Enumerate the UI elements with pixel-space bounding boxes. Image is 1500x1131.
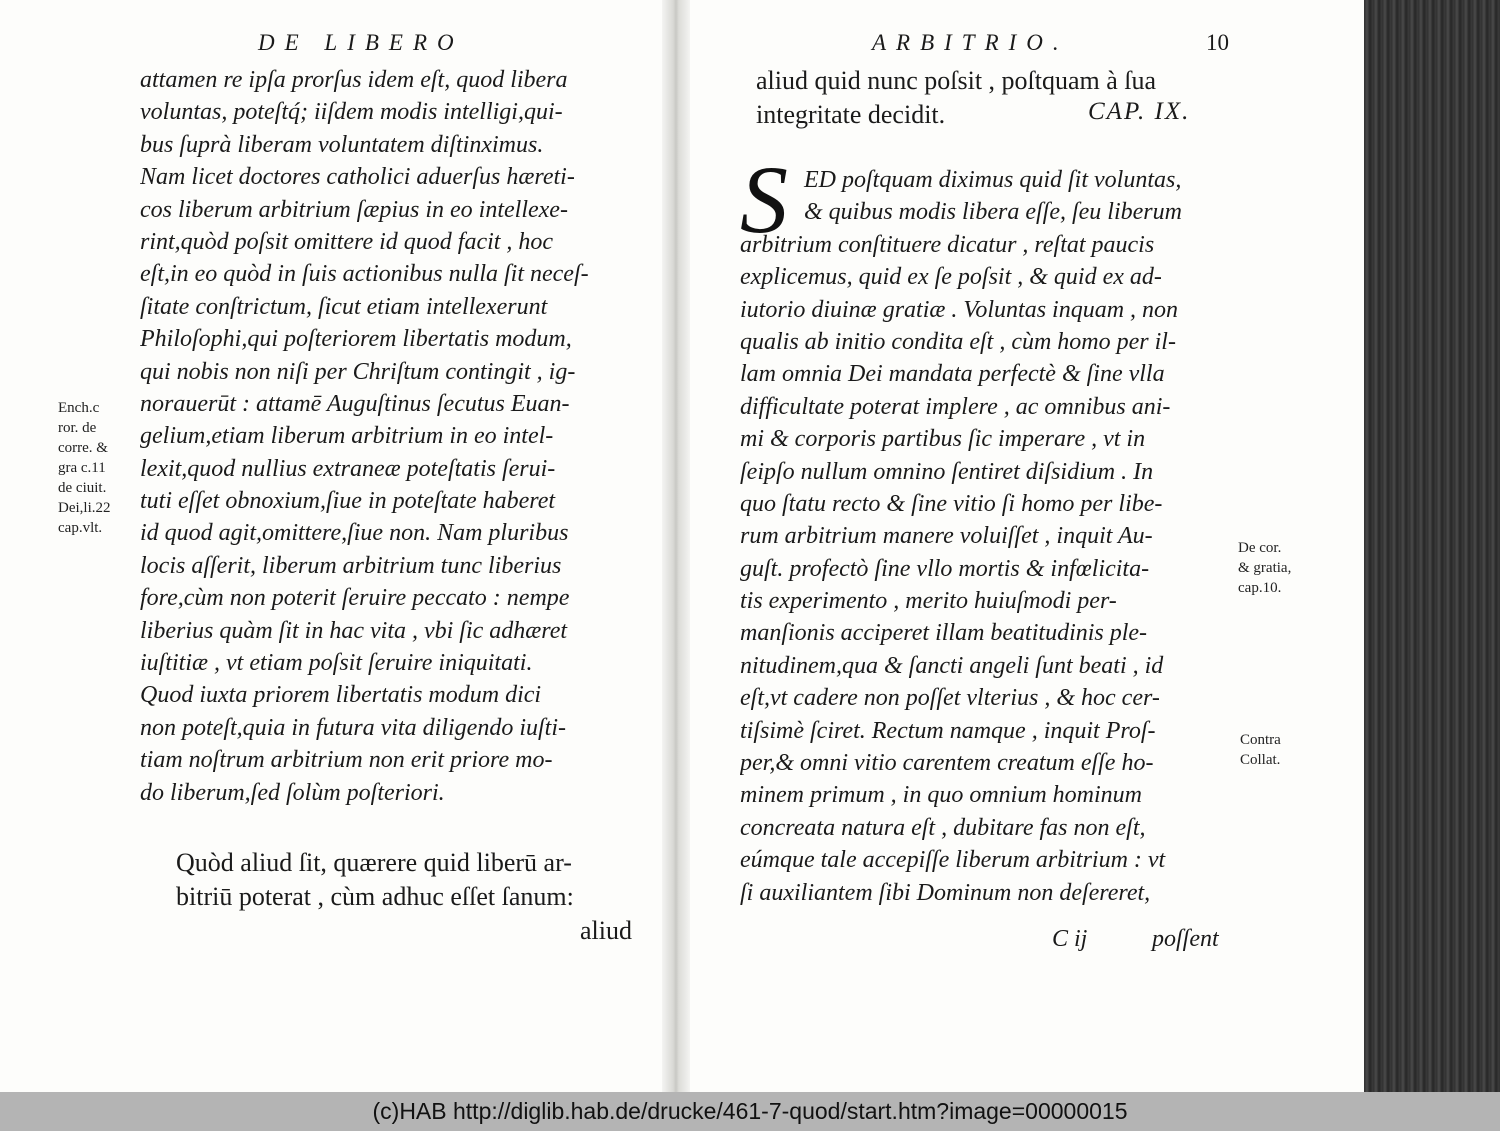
text-line: ſitate conſtrictum, ſicut etiam intellexerunt — [140, 293, 548, 320]
text-line: bus ſuprà liberam voluntatem diſtinximus. — [140, 131, 544, 158]
text-line: per,& omni vitio carentem creatum eſſe ho- — [740, 750, 1154, 777]
caption-line: bitriū poterat , cùm adhuc eſſet ſanum: — [176, 882, 574, 911]
margin-note-line: Dei,li.22 — [58, 500, 111, 516]
margin-note-line: Collat. — [1240, 752, 1281, 768]
text-line: & quibus modis libera eſſe, ſeu liberum — [804, 199, 1182, 226]
text-line: eſt,vt cadere non poſſet vlterius , & hoc cer- — [740, 685, 1160, 712]
caption-line: aliud — [580, 916, 632, 945]
text-line: qualis ab initio condita eſt , cùm homo per il- — [740, 328, 1176, 355]
caption-line: aliud quid nunc poſsit , poſtquam à ſua — [756, 66, 1157, 95]
text-line: manſionis acciperet illam beatitudinis ple- — [740, 620, 1148, 647]
text-line: do liberum,ſed ſolùm poſteriori. — [140, 779, 445, 806]
footer-credit-bar — [0, 1092, 1500, 1131]
left-body-text — [140, 64, 648, 809]
text-line: rint,quòd poſsit omittere id quod facit , hoc — [140, 228, 554, 255]
text-line: explicemus, quid ex ſe poſsit , & quid ex ad- — [740, 264, 1162, 291]
text-line: lexit,quod nullius extraneæ poteſtatis ſerui- — [140, 455, 556, 482]
signature-mark: C ij — [1052, 926, 1088, 952]
text-line: nitudinem,qua & ſancti angeli ſunt beati , id — [740, 652, 1164, 679]
chapter-label: CAP. IX. — [1088, 98, 1191, 125]
margin-note-line: & gratia, — [1238, 560, 1292, 576]
text-line: tiam noſtrum arbitrium non erit priore mo- — [140, 747, 553, 774]
margin-note-line: Ench.c — [58, 400, 100, 416]
text-line: iutorio diuinæ gratiæ . Voluntas inquam , non — [740, 296, 1179, 323]
text-line: arbitrium conſtituere dicatur , reſtat paucis — [740, 231, 1155, 258]
left-running-head: DE LIBERO — [258, 30, 464, 55]
margin-note-line: Contra — [1240, 732, 1281, 748]
text-line: tis experimento , merito huiuſmodi per- — [740, 588, 1117, 615]
text-line: mi & corporis partibus ſic imperare , vt in — [740, 426, 1146, 453]
text-line: quo ſtatu recto & ſine vitio ſi homo per libe- — [740, 490, 1163, 517]
text-line: lam omnia Dei mandata perfectè & ſine vlla — [740, 361, 1165, 388]
text-line: ſi auxiliantem ſibi Dominum non deſereret, — [740, 879, 1151, 906]
right-running-head: ARBITRIO. — [872, 30, 1069, 55]
text-line: minem primum , in quo omnium hominum — [740, 782, 1142, 809]
left-chapter-caption — [176, 846, 632, 948]
caption-line: integritate decidit. — [756, 100, 946, 129]
text-line: cos liberum arbitrium ſæpius in eo intellexe- — [140, 196, 568, 223]
text-line: norauerūt : attamē Auguſtinus ſecutus Euan- — [140, 390, 570, 417]
text-line: Philoſophi,qui poſteriorem libertatis modum, — [140, 326, 572, 353]
text-line: fore,cùm non poterit ſeruire peccato : nempe — [140, 585, 570, 612]
scan-dark-edge — [1364, 0, 1500, 1092]
margin-note-line: gra c.11 — [58, 460, 106, 476]
text-line: iuſtitiæ , vt etiam poſsit ſeruire iniquitati. — [140, 650, 533, 677]
text-line: ED poſtquam diximus quid ſit voluntas, — [804, 167, 1182, 193]
margin-note-line: corre. & — [58, 440, 108, 456]
margin-note-line: ror. de — [58, 420, 97, 436]
text-line: id quod agit,omittere,ſiue non. Nam pluribus — [140, 520, 569, 547]
text-line: tuti eſſet obnoxium,ſiue in poteſtate haberet — [140, 488, 556, 515]
page-number: 10 — [1206, 30, 1229, 55]
catchword: poſſent — [1152, 926, 1219, 952]
right-margin-note-de-cor — [1238, 538, 1291, 598]
text-line: guſt. profectò ſine vllo mortis & infœlicita- — [740, 555, 1150, 582]
right-margin-note-contra-collat — [1240, 730, 1281, 770]
footer-credit-text: (c)HAB http://diglib.hab.de/drucke/461-7-quod/start.htm?image=00000015 — [372, 1098, 1128, 1124]
text-line: difficultate poterat implere , ac omnibus ani- — [740, 393, 1171, 420]
text-line: Quod iuxta priorem libertatis modum dici — [140, 682, 542, 709]
text-line: liberius quàm ſit in hac vita , vbi ſic adhæret — [140, 617, 568, 644]
text-line: Nam licet doctores catholici aduerſus hæreti- — [140, 164, 575, 191]
margin-note-line: de ciuit. — [58, 480, 107, 496]
text-line: rum arbitrium manere voluiſſet , inquit Au- — [740, 523, 1153, 550]
margin-note-line: cap.vlt. — [58, 520, 103, 536]
text-line: non poteſt,quia in futura vita diligendo iuſti- — [140, 714, 566, 741]
text-line: qui nobis non niſi per Chriſtum contingit , ig- — [140, 358, 576, 385]
margin-note-line: cap.10. — [1238, 580, 1282, 596]
book-gutter — [662, 0, 690, 1092]
text-line: eúmque tale accepiſſe liberum arbitrium : vt — [740, 847, 1166, 874]
text-line: ſeipſo nullum omnino ſentiret diſsidium . In — [740, 458, 1154, 485]
text-line: eſt,in eo quòd in ſuis actionibus nulla ſit neceſ- — [140, 261, 589, 288]
caption-line: Quòd aliud ſit, quærere quid liberū ar- — [176, 848, 572, 877]
text-line: concreata natura eſt , dubitare fas non eſt, — [740, 814, 1146, 841]
margin-note-line: De cor. — [1238, 540, 1282, 556]
text-line: attamen re ipſa prorſus idem eſt, quod libera — [140, 67, 568, 93]
text-line: gelium,etiam liberum arbitrium in eo intel- — [140, 423, 554, 450]
text-line: voluntas, poteſtq́; iiſdem modis intelligi,qui- — [140, 99, 563, 126]
text-line: tiſsimè ſciret. Rectum namque , inquit Proſ- — [740, 717, 1156, 744]
left-margin-note — [58, 398, 111, 538]
text-line: locis aſſerit, liberum arbitrium tunc liberius — [140, 552, 562, 579]
right-body-text — [740, 164, 1228, 909]
drop-cap-initial: S — [740, 146, 788, 253]
